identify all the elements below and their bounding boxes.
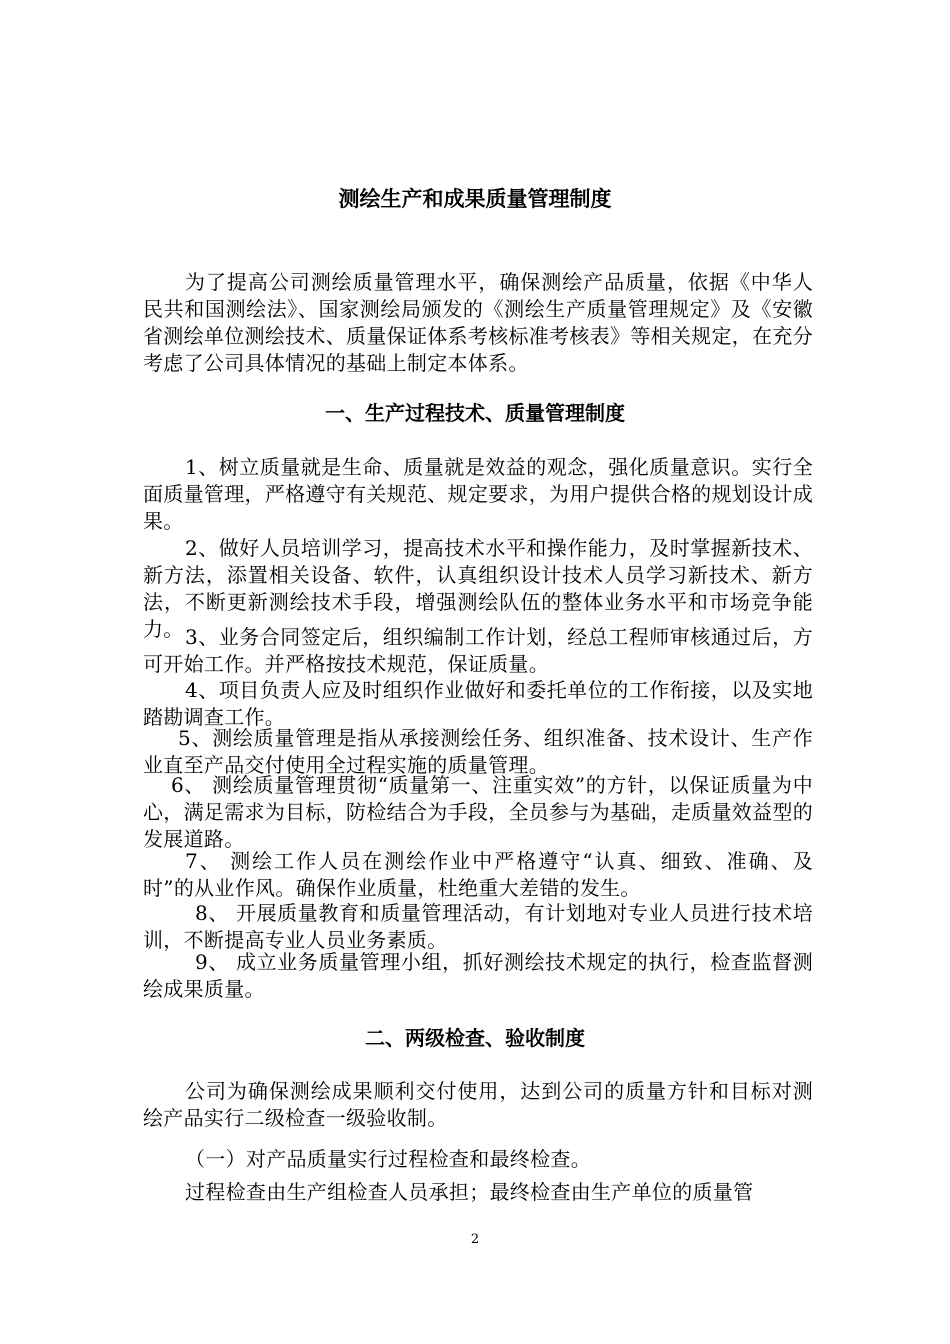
section-1-item-9: 9、 成立业务质量管理小组，抓好测绘技术规定的执行，检查监督测绘成果质量。 <box>143 950 813 1001</box>
page-number: 2 <box>470 1232 480 1247</box>
section-1-item-4: 4、项目负责人应及时组织作业做好和委托单位的工作衔接，以及实地踏勘调查工作。 <box>143 678 813 729</box>
section-2-intro: 公司为确保测绘成果顺利交付使用，达到公司的质量方针和目标对测绘产品实行二级检查一级验收制。 <box>143 1079 813 1130</box>
section-2-heading: 二、两级检查、验收制度 <box>365 1026 585 1050</box>
section-1-item-5: 5、测绘质量管理是指从承接测绘任务、组织准备、技术设计、生产作业直至产品交付使用全过程实施的质量管理。 <box>143 726 813 777</box>
section-1-item-6: 6、 测绘质量管理贯彻“质量第一、注重实效”的方针，以保证质量为中心，满足需求为目标，防检结合为手段，全员参与为基础，走质量效益型的发展道路。 <box>143 773 813 851</box>
section-1-item-8: 8、 开展质量教育和质量管理活动，有计划地对专业人员进行技术培训，不断提高专业人员业务素质。 <box>143 901 813 952</box>
section-1-heading: 一、生产过程技术、质量管理制度 <box>325 401 625 425</box>
document-title: 测绘生产和成果质量管理制度 <box>338 187 612 211</box>
section-1-item-3: 3、业务合同签定后，组织编制工作计划，经总工程师审核通过后，方可开始工作。并严格按技术规范，保证质量。 <box>143 625 813 676</box>
section-1-item-1: 1、树立质量就是生命、质量就是效益的观念，强化质量意识。实行全面质量管理，严格遵守有关规范、规定要求，为用户提供合格的规划设计成果。 <box>143 455 813 533</box>
intro-paragraph: 为了提高公司测绘质量管理水平，确保测绘产品质量，依据《中华人民共和国测绘法》、国家测绘局颁发的《测绘生产质量管理规定》及《安徽省测绘单位测绘技术、质量保证体系考核标准考核表》等相关规定，在充分考虑了公司具体情况的基础上制定本体系。 <box>143 270 813 375</box>
section-1-item-7: 7、 测绘工作人员在测绘作业中严格遵守“认真、细致、准确、及时”的从业作风。确保作业质量，杜绝重大差错的发生。 <box>143 849 813 900</box>
section-1-item-2: 2、做好人员培训学习，提高技术水平和操作能力，及时掌握新技术、新方法，添置相关设备、软件，认真组织设计技术人员学习新技术、新方法，不断更新测绘技术手段，增强测绘队伍的整体业务水平和市场竞争能力。 <box>143 536 813 641</box>
section-2-subheading-1: （一）对产品质量实行过程检查和最终检查。 <box>185 1147 591 1171</box>
section-2-sub-1-text: 过程检查由生产组检查人员承担；最终检查由生产单位的质量管 <box>185 1180 754 1204</box>
